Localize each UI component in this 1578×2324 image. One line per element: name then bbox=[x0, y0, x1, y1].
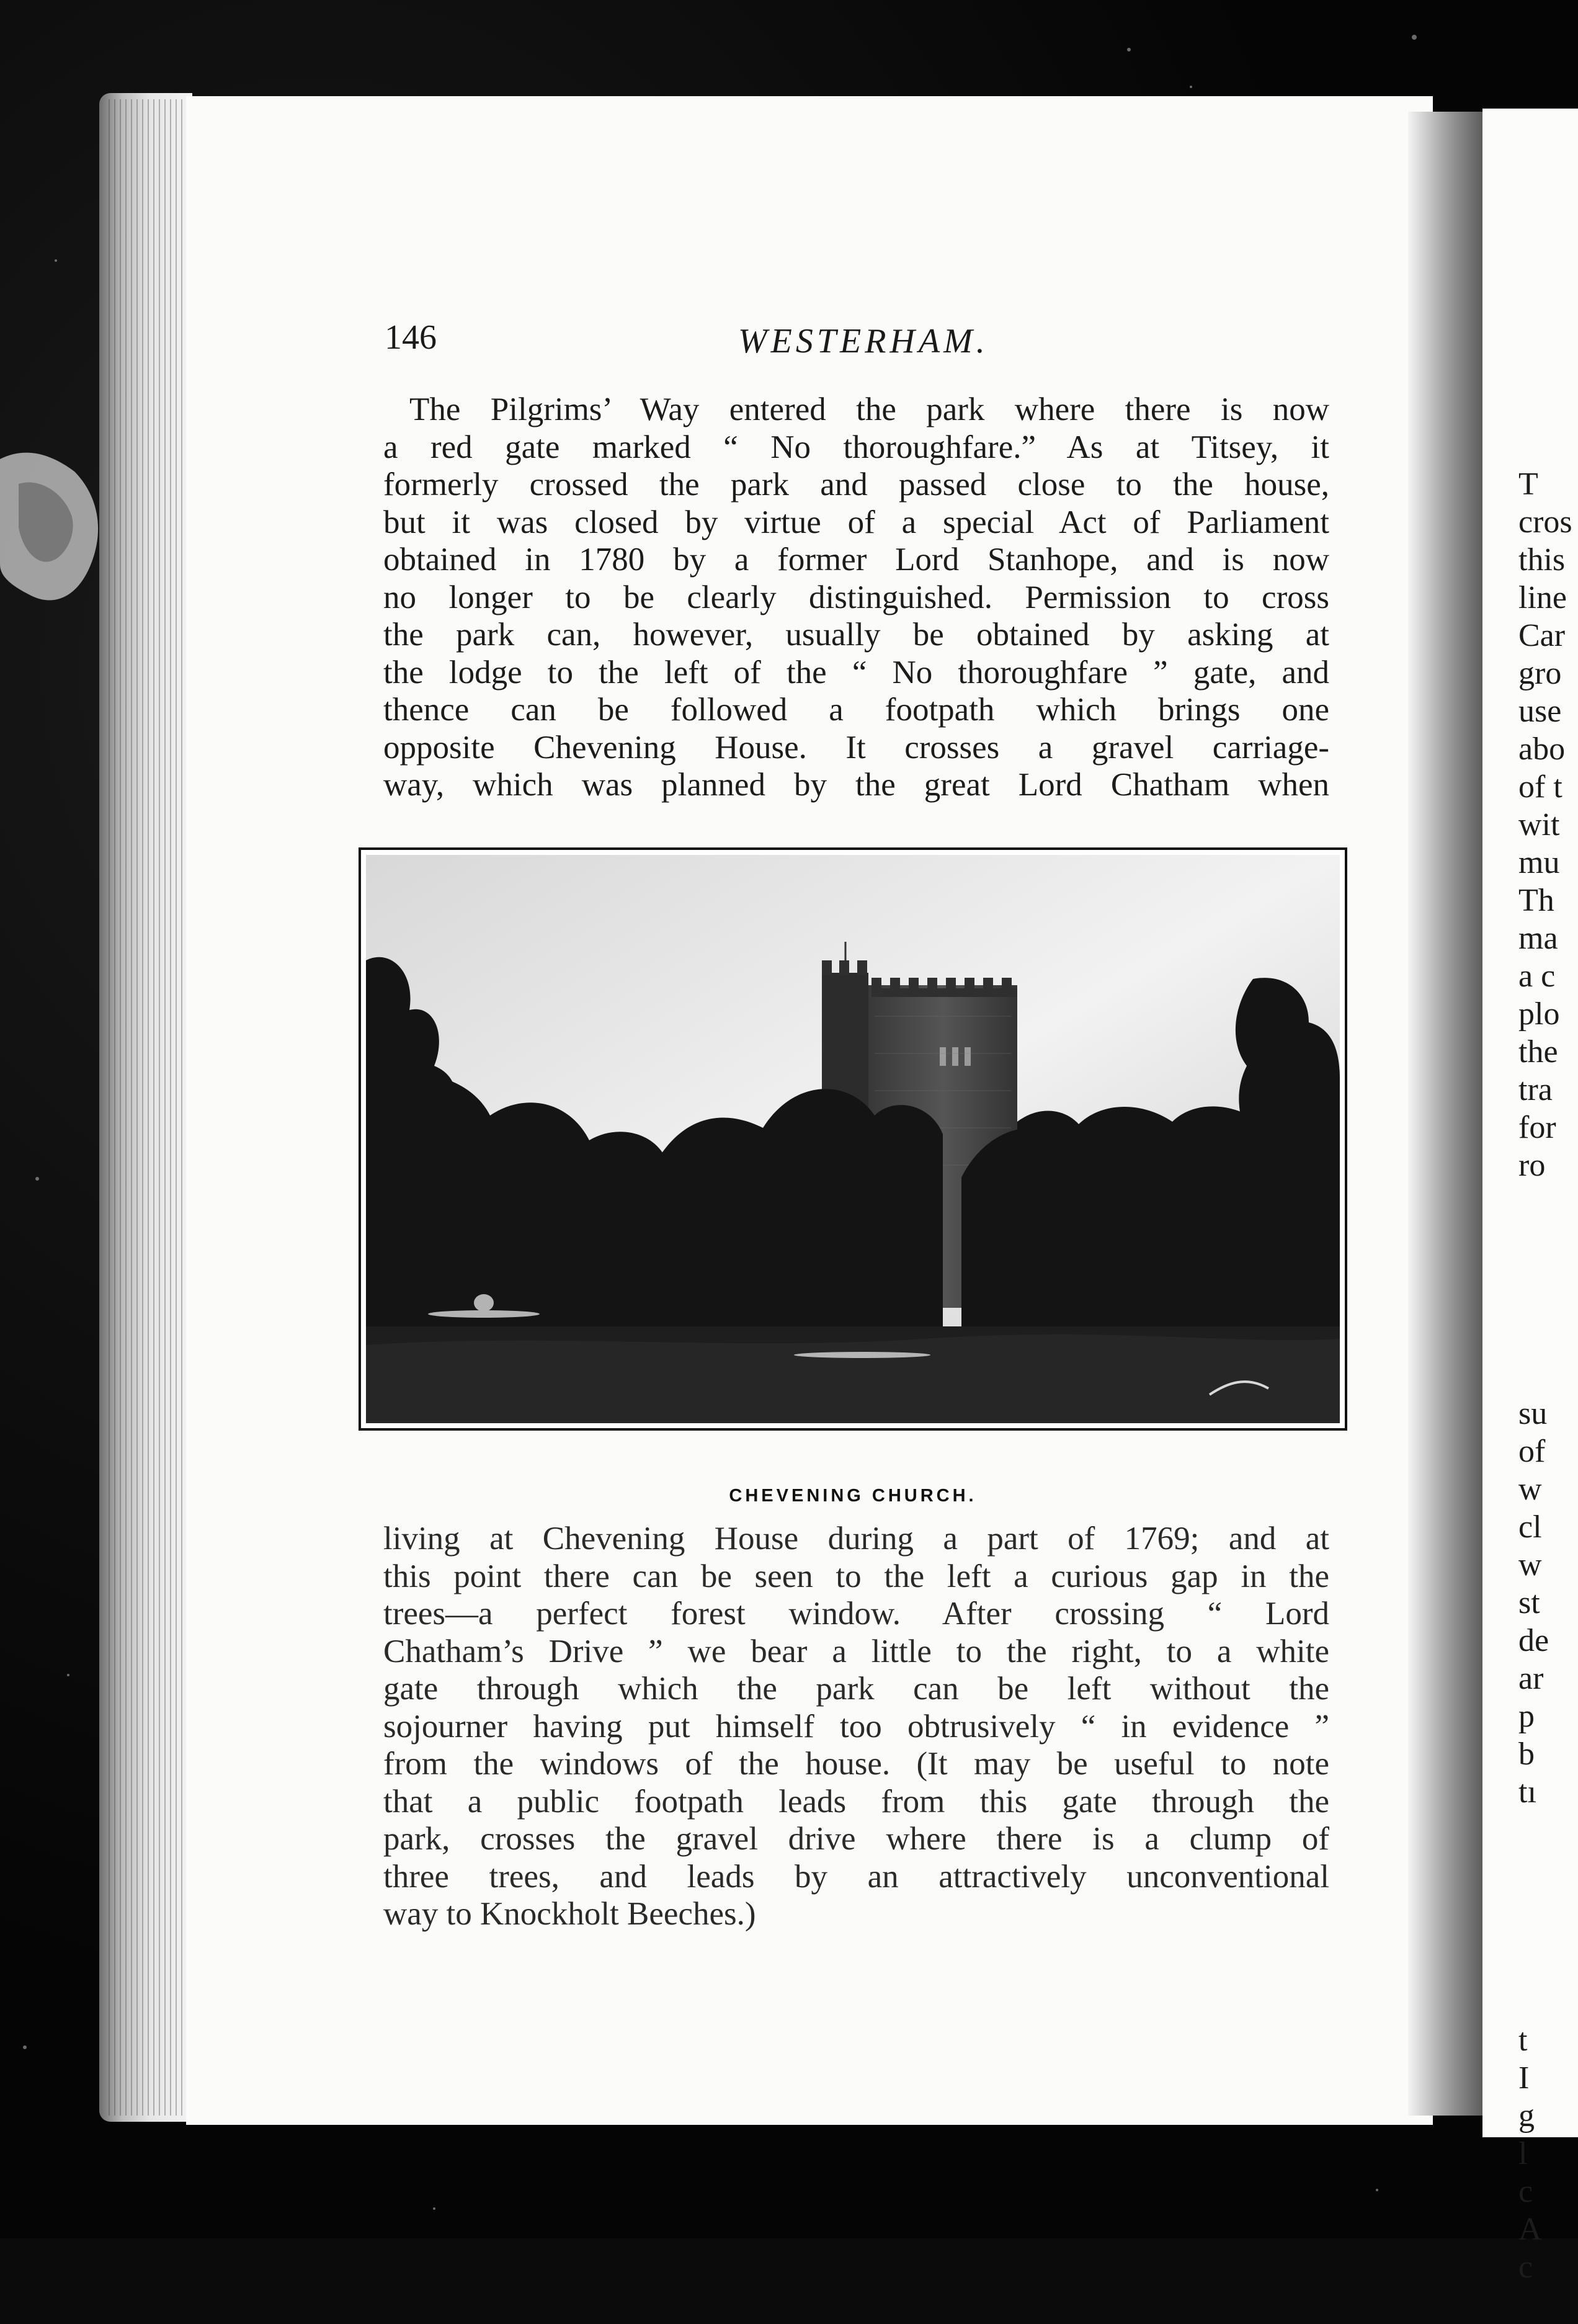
text-line: three trees, and leads by an attractively unconventional bbox=[383, 1858, 1329, 1895]
text-line: that a public footpath leads from this gate through the bbox=[383, 1783, 1329, 1820]
facing-line: Car bbox=[1518, 618, 1566, 653]
text-line: no longer to be clearly distinguished. Permission to cross bbox=[383, 579, 1329, 615]
facing-line: su bbox=[1518, 1396, 1548, 1431]
text-line: trees—a perfect forest window. After crossing “ Lord bbox=[383, 1596, 1329, 1632]
page-edge-lines bbox=[109, 99, 183, 2116]
facing-line: ma bbox=[1518, 921, 1558, 956]
body-text-top bbox=[383, 391, 1329, 804]
facing-line: plo bbox=[1518, 996, 1560, 1032]
facing-line: ar bbox=[1518, 1661, 1544, 1696]
facing-line: cl bbox=[1518, 1509, 1542, 1545]
text-line: park, crosses the gravel drive where there is a clump of bbox=[383, 1821, 1329, 1857]
facing-line: mu bbox=[1518, 845, 1560, 880]
facing-line: use bbox=[1518, 694, 1562, 729]
facing-line: p bbox=[1518, 1699, 1535, 1734]
text-line: Chatham’s Drive ” we bear a little to the right, to a white bbox=[383, 1633, 1329, 1669]
running-head: WESTERHAM. bbox=[738, 322, 989, 360]
facing-line: ro bbox=[1518, 1148, 1546, 1183]
body-text-bottom bbox=[383, 1520, 1329, 1933]
facing-line: the bbox=[1518, 1034, 1558, 1070]
facing-line: of t bbox=[1518, 769, 1562, 805]
text-line: opposite Chevening House. It crosses a gravel carriage- bbox=[383, 729, 1329, 766]
facing-line: a c bbox=[1518, 959, 1556, 994]
facing-line: of bbox=[1518, 1434, 1546, 1469]
facing-line: T bbox=[1518, 467, 1538, 502]
facing-line: line bbox=[1518, 580, 1567, 615]
facing-line: tı bbox=[1518, 1774, 1536, 1810]
facing-lines-a bbox=[1518, 465, 1572, 1184]
facing-line: tra bbox=[1518, 1072, 1553, 1107]
text-line: gate through which the park can be left without the bbox=[383, 1671, 1329, 1707]
facing-page-text bbox=[1518, 390, 1572, 2324]
facing-line: l bbox=[1518, 2136, 1528, 2171]
text-line: a red gate marked “ No thoroughfare.” As at Titsey, it bbox=[383, 429, 1329, 465]
text-line: living at Chevening House during a part of 1769; and at bbox=[383, 1521, 1329, 1557]
text-line: the park can, however, usually be obtained by asking at bbox=[383, 617, 1329, 653]
facing-line: Th bbox=[1518, 883, 1554, 918]
facing-line: I bbox=[1518, 2060, 1530, 2096]
facing-lines-b bbox=[1518, 1395, 1572, 1811]
text-line: thence can be followed a footpath which brings one bbox=[383, 692, 1329, 728]
text-line: the lodge to the left of the “ No thoroughfare ” gate, and bbox=[383, 654, 1329, 690]
text-line: formerly crossed the park and passed close to the house, bbox=[383, 467, 1329, 503]
plate-caption: CHEVENING CHURCH. bbox=[729, 1486, 977, 1506]
facing-line: abo bbox=[1518, 731, 1566, 767]
facing-line: wit bbox=[1518, 807, 1560, 842]
text-line: obtained in 1780 by a former Lord Stanhope, and is now bbox=[383, 542, 1329, 578]
facing-line: this bbox=[1518, 542, 1566, 578]
text-line: but it was closed by virtue of a special Act of Parliament bbox=[383, 504, 1329, 540]
facing-line: st bbox=[1518, 1585, 1540, 1620]
text-line: way, which was planned by the great Lord Chatham when bbox=[383, 767, 1329, 803]
facing-line: t bbox=[1518, 2022, 1528, 2058]
text-line: from the windows of the house. (It may be useful to note bbox=[383, 1746, 1329, 1782]
facing-line: g bbox=[1518, 2098, 1535, 2134]
facing-line: c bbox=[1518, 2250, 1533, 2285]
page-number: 146 bbox=[385, 318, 437, 357]
church-photograph bbox=[366, 855, 1340, 1423]
facing-line: w bbox=[1518, 1547, 1542, 1583]
facing-line: b bbox=[1518, 1736, 1535, 1772]
gutter-shadow bbox=[1408, 112, 1482, 2116]
facing-line: A bbox=[1518, 2212, 1542, 2247]
facing-line: cros bbox=[1518, 504, 1572, 540]
facing-line: c bbox=[1518, 2174, 1533, 2209]
facing-line: de bbox=[1518, 1623, 1549, 1658]
text-line: this point there can be seen to the left a curious gap in the bbox=[383, 1558, 1329, 1594]
facing-line: w bbox=[1518, 1472, 1542, 1507]
text-line: The Pilgrims’ Way entered the park where there is now bbox=[409, 391, 1329, 427]
facing-lines-c bbox=[1518, 2021, 1572, 2286]
facing-line: gro bbox=[1518, 656, 1562, 691]
facing-line: for bbox=[1518, 1110, 1556, 1145]
text-line: sojourner having put himself too obtrusively “ in evidence ” bbox=[383, 1708, 1329, 1745]
text-line: way to Knockholt Beeches.) bbox=[383, 1896, 756, 1932]
photo-plate bbox=[359, 847, 1347, 1431]
